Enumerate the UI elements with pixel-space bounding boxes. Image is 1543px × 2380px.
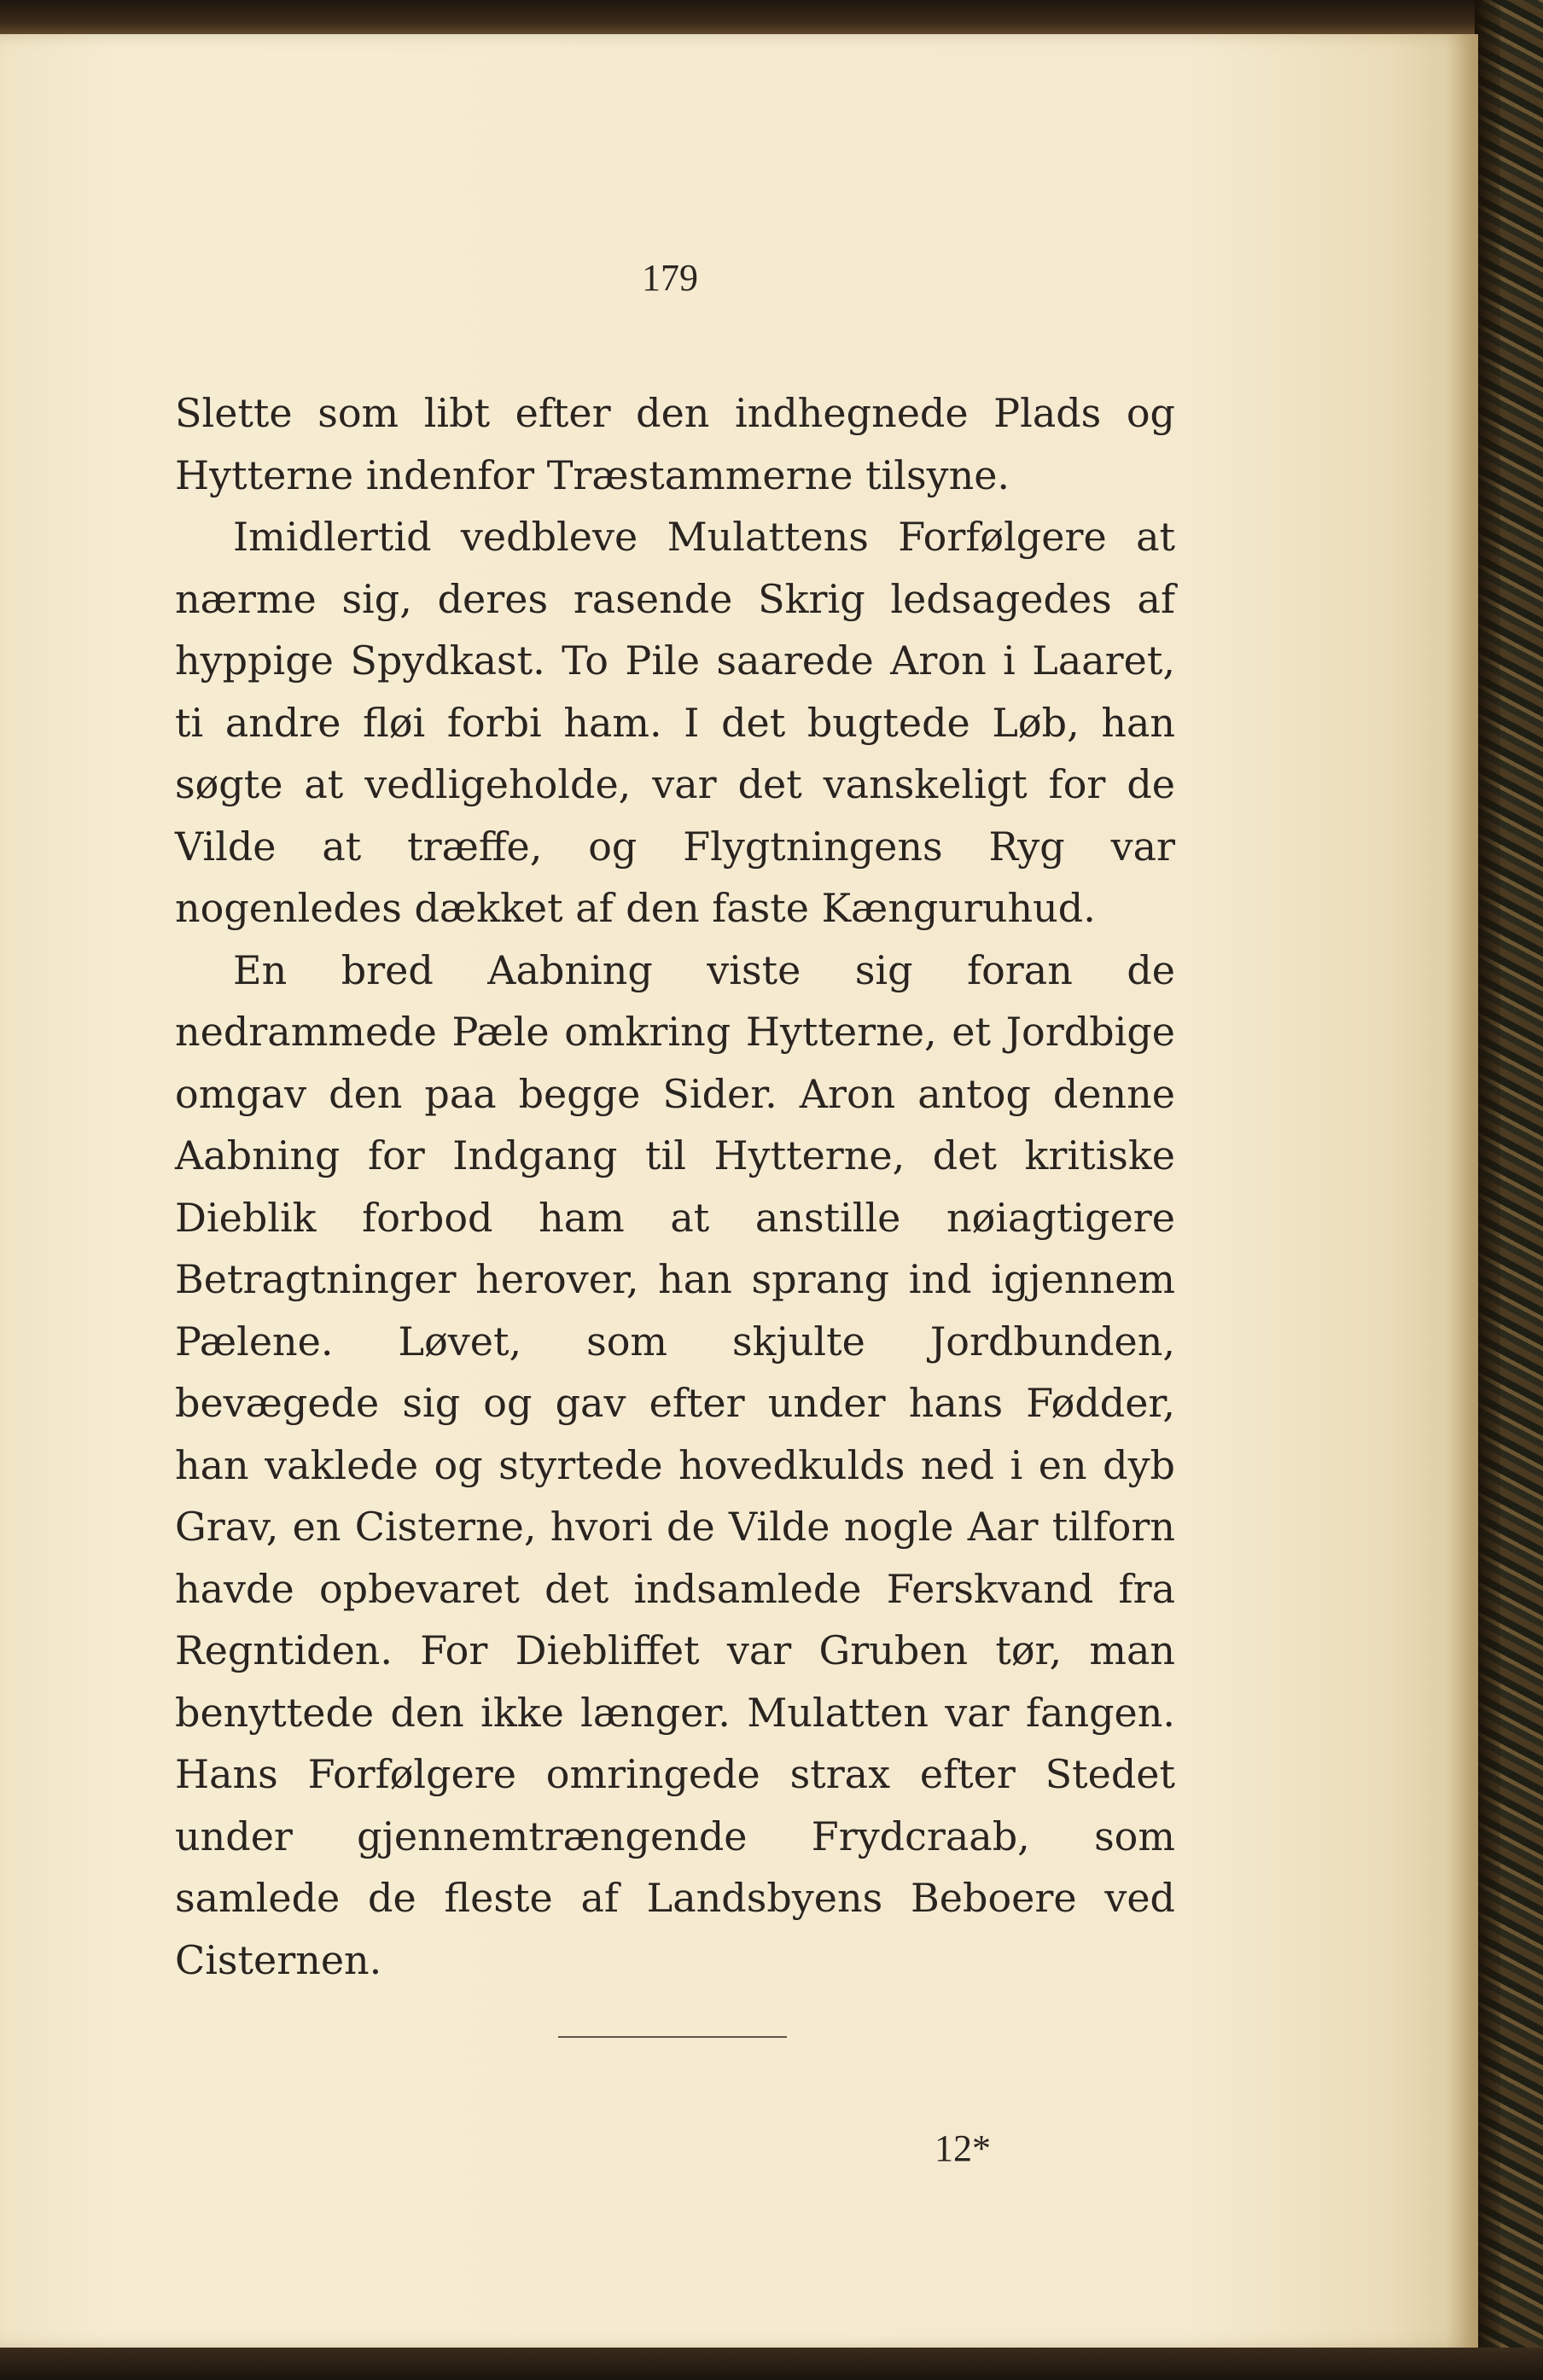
section-divider [558,2036,787,2038]
paragraph-2: Imidlertid vedbleve Mulattens Forfølgere at nærme sig, deres rasende Skrig ledsagedes af hyppige Spydkast. To Pile saarede Aron i Laaret, ti andre fløi forbi ham. I det bugtede Løb, han søgte at vedligeholde, var det vanskeligt for de Vilde at træffe, og Flygtningens Ryg var nogenledes dækket af den faste Kænguruhud. [175,514,1175,931]
paragraph-1: Slette som libt efter den indhegnede Plads og Hytterne indenfor Træstammerne tilsyne. [175,390,1175,498]
page-number: 179 [642,257,698,299]
cover-shadow [1475,0,1500,2380]
page-gutter-shadow [1446,34,1478,2348]
bottom-book-edge [0,2348,1543,2380]
body-text [175,382,1175,1991]
marbled-cover-edge [1475,0,1543,2380]
paragraph-3: En bred Aabning viste sig foran de nedrammede Pæle omkring Hytterne, et Jordbige omgav den paa begge Sider. Aron antog denne Aabning for Indgang til Hytterne, det kritiske Dieblik forbod ham at anstille nøiagtigere Betragtninger herover, han sprang ind igjennem Pælene. Løvet, som skjulte Jordbunden, bevægede sig og gav efter under hans Fødder, han vaklede og styrtede hovedkulds ned i en dyb Grav, en Cisterne, hvori de Vilde nogle Aar tilforn havde opbevaret det indsamlede Ferskvand fra Regntiden. For Diebliffet var Gruben tør, man benyttede den ikke længer. Mulatten var fangen. Hans Forfølgere omringede strax efter Stedet under gjennemtrængende Frydcraab, som samlede de fleste af Landsbyens Beboere ved Cisternen. [175,946,1175,1983]
top-book-edge [0,0,1543,38]
signature-mark: 12* [935,2127,991,2169]
